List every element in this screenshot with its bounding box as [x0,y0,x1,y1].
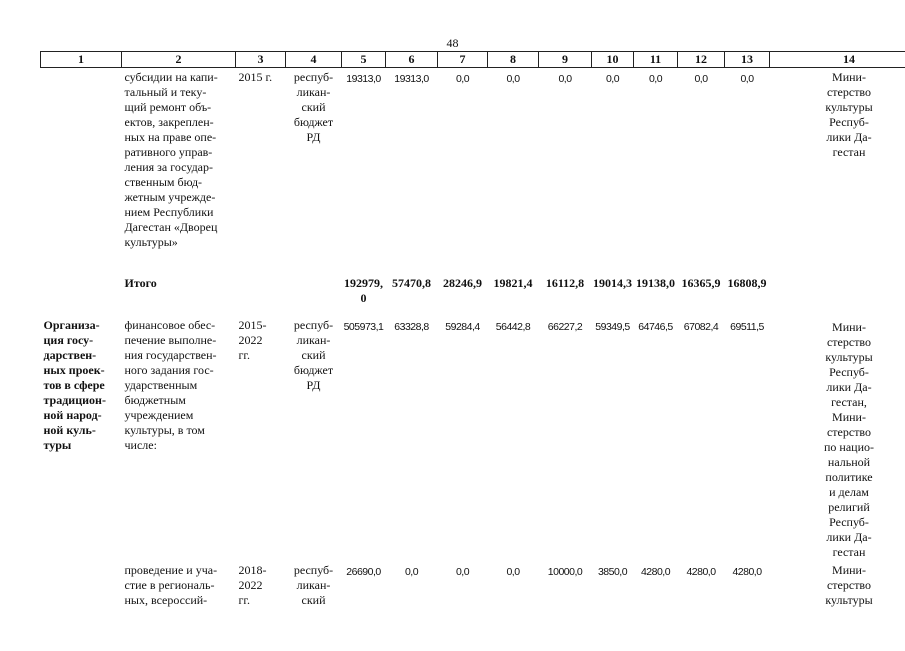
budget-table [40,51,905,651]
value-cell: 19313,0 [386,68,438,268]
funding-source-cell: респуб- ликан- ский бюджет РД [286,68,342,268]
funding-source-cell: респуб- ликан- ский бюджет РД [286,306,342,561]
responsible-cell: Мини- стерство культуры Респуб- лики Да- гестан [770,68,905,268]
total-label: Итого [122,268,236,306]
total-value-cell: 16808,9 [725,268,770,306]
header-cell: 9 [539,52,592,68]
value-cell: 59349,5 [592,306,634,561]
responsible-cell: Мини- стерство культуры Респуб- лики Да- гестан, Мини- стерство по нацио- нальной политике и делам религий Респуб- лики Да- гестан [770,306,905,561]
total-value-cell: 19138,0 [634,268,678,306]
value-cell: 56442,8 [488,306,539,561]
period-cell: 2015- 2022 гг. [236,306,286,561]
value-cell: 69511,5 [725,306,770,561]
value-cell: 4280,0 [725,561,770,651]
value-cell: 66227,2 [539,306,592,561]
value-cell: 4280,0 [678,561,725,651]
total-value-cell: 16365,9 [678,268,725,306]
total-row [41,268,905,306]
value-cell: 0,0 [438,561,488,651]
header-cell: 10 [592,52,634,68]
value-cell: 0,0 [678,68,725,268]
activity-cell: проведение и уча- стие в региональ- ных, всероссий- [122,561,236,651]
value-cell: 10000,0 [539,561,592,651]
period-cell: 2018- 2022 гг. [236,561,286,651]
header-row [41,52,905,68]
table-row [41,68,905,268]
total-value-cell: 57470,8 [386,268,438,306]
total-value-cell: 16112,8 [539,268,592,306]
value-cell: 59284,4 [438,306,488,561]
total-value-cell: 19014,3 [592,268,634,306]
value-cell: 4280,0 [634,561,678,651]
value-cell: 0,0 [539,68,592,268]
program-name-cell [41,561,122,651]
header-cell: 12 [678,52,725,68]
header-cell: 14 [770,52,905,68]
value-cell: 67082,4 [678,306,725,561]
header-cell: 11 [634,52,678,68]
value-cell: 0,0 [592,68,634,268]
program-name-cell: Организа- ция госу- дарствен- ных проек- тов в сфере традицион- ной народ- ной куль- туры [41,306,122,561]
value-cell: 0,0 [488,561,539,651]
value-cell: 0,0 [438,68,488,268]
period-cell: 2015 г. [236,68,286,268]
header-cell: 2 [122,52,236,68]
table-row [41,561,905,651]
activity-cell: субсидии на капи- тальный и теку- щий ремонт объ- ектов, закреплен- ных на праве опе- ративного управ- ления за государ- ственным бюд- жетным учрежде- нием Республики Дагестан «Дворец культуры» [122,68,236,268]
total-value-cell: 192979,0 [342,268,386,306]
value-cell: 0,0 [634,68,678,268]
value-cell: 26690,0 [342,561,386,651]
header-cell: 3 [236,52,286,68]
value-cell: 63328,8 [386,306,438,561]
activity-cell: финансовое обес- печение выполне- ния государствен- ного задания гос- ударственным бюджетным учреждением культуры, в том числе: [122,306,236,561]
header-cell: 6 [386,52,438,68]
funding-source-cell: респуб- ликан- ский [286,561,342,651]
header-cell: 5 [342,52,386,68]
header-cell: 1 [41,52,122,68]
header-cell: 7 [438,52,488,68]
header-cell: 13 [725,52,770,68]
empty-cell [41,268,122,306]
empty-cell [770,268,905,306]
page-number: 48 [0,36,905,51]
empty-cell [236,268,286,306]
value-cell: 0,0 [386,561,438,651]
value-cell: 64746,5 [634,306,678,561]
value-cell: 505973,1 [342,306,386,561]
empty-cell [286,268,342,306]
table-row [41,306,905,561]
header-cell: 8 [488,52,539,68]
program-name-cell [41,68,122,268]
total-value-cell: 28246,9 [438,268,488,306]
header-cell: 4 [286,52,342,68]
value-cell: 3850,0 [592,561,634,651]
responsible-cell: Мини- стерство культуры [770,561,905,651]
value-cell: 0,0 [488,68,539,268]
value-cell: 0,0 [725,68,770,268]
value-cell: 19313,0 [342,68,386,268]
total-value-cell: 19821,4 [488,268,539,306]
